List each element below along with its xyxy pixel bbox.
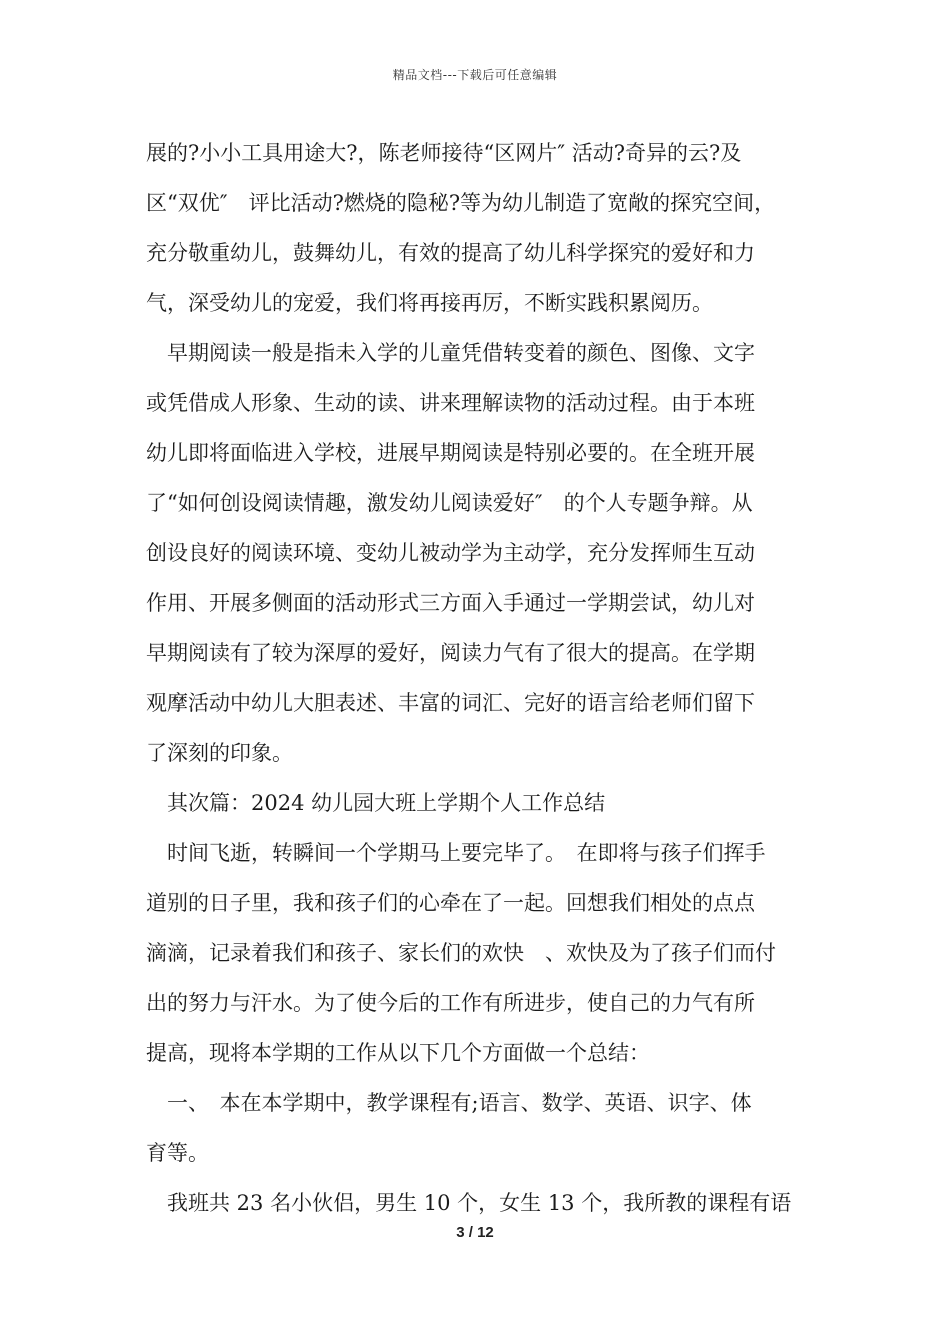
body-text [146, 128, 810, 1228]
text-line: 幼儿即将面临进入学校，进展早期阅读是特别必要的。在全班开展 [146, 441, 755, 465]
text-line: 作用、开展多侧面的活动形式三方面入手通过一学期尝试，幼儿对 [146, 591, 755, 615]
text-line: 了“如何创设阅读情趣，激发幼儿阅读爱好″ 的个人专题争辩。从 [146, 491, 753, 515]
text-line: 充分敬重幼儿，鼓舞幼儿，有效的提高了幼儿科学探究的爱好和力 [146, 241, 755, 265]
text-line: 我班共 23 名小伙侣，男生 10 个，女生 13 个，我所教的课程有语 [146, 1191, 792, 1215]
text-line: 一、 本在本学期中，教学课程有;语言、数学、英语、识字、体 [146, 1091, 752, 1115]
text-line: 时间飞逝，转瞬间一个学期马上要完毕了。 在即将与孩子们挥手 [146, 841, 766, 865]
text-line: 早期阅读有了较为深厚的爱好，阅读力气有了很大的提高。在学期 [146, 641, 755, 665]
text-line: 观摩活动中幼儿大胆表述、丰富的词汇、完好的语言给老师们留下 [146, 691, 755, 715]
text-line: 育等。 [146, 1141, 209, 1165]
text-line: 展的?小小工具用途大?，陈老师接待“区网片″ 活动?奇异的云?及 [146, 141, 742, 165]
text-line: 滴滴，记录着我们和孩子、家长们的欢快 、欢快及为了孩子们而付 [146, 941, 776, 965]
page-number: 3 / 12 [456, 1224, 494, 1241]
text-line: 气，深受幼儿的宠爱，我们将再接再厉，不断实践积累阅历。 [146, 291, 713, 315]
text-line: 道别的日子里，我和孩子们的心牵在了一起。回想我们相处的点点 [146, 891, 755, 915]
text-line: 创设良好的阅读环境、变幼儿被动学为主动学，充分发挥师生互动 [146, 541, 755, 565]
header-note: 精品文档---下载后可任意编辑 [392, 68, 558, 82]
text-line: 或凭借成人形象、生动的读、讲来理解读物的活动过程。由于本班 [146, 391, 755, 415]
text-line: 了深刻的印象。 [146, 741, 293, 765]
text-line: 提高，现将本学期的工作从以下几个方面做一个总结： [146, 1041, 650, 1065]
text-line: 早期阅读一般是指未入学的儿童凭借转变着的颜色、图像、文字 [146, 341, 755, 365]
section-heading: 其次篇：2024 幼儿园大班上学期个人工作总结 [146, 791, 606, 815]
text-line: 区“双优″ 评比活动?燃烧的隐秘?等为幼儿制造了宽敞的探究空间， [146, 191, 776, 215]
text-line: 出的努力与汗水。为了使今后的工作有所进步，使自己的力气有所 [146, 991, 755, 1015]
